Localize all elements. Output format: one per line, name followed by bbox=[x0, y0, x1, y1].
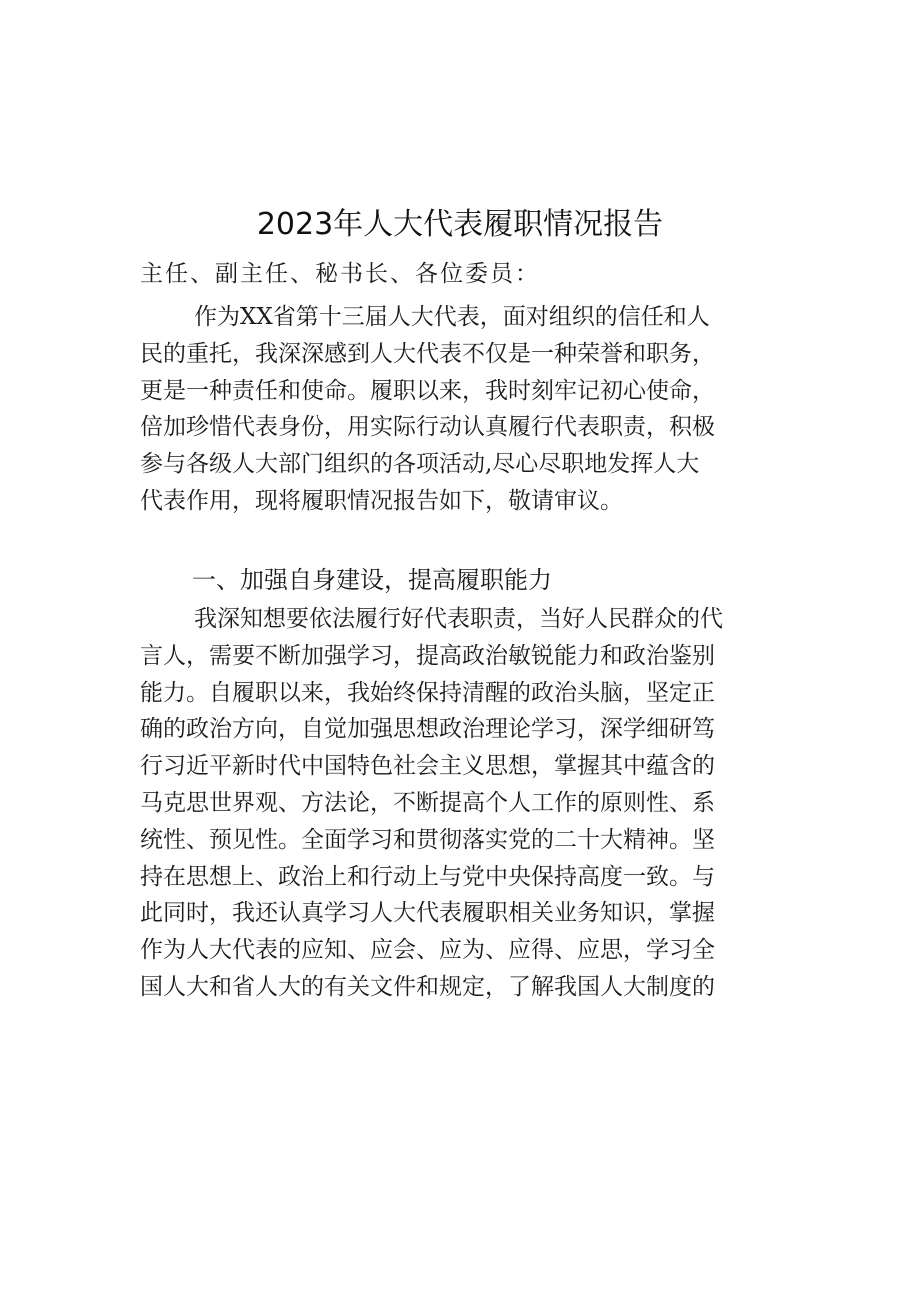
paragraph-line: 统性、预见性。全面学习和贯彻落实党的二十大精神。坚 bbox=[140, 826, 715, 853]
paragraph-line: 国人大和省人大的有关文件和规定，了解我国人大制度的 bbox=[140, 973, 715, 1000]
paragraph-intro bbox=[140, 299, 800, 520]
paragraph-line: 我深知想要依法履行好代表职责，当好人民群众的代 bbox=[194, 606, 723, 632]
paragraph-line: 作为XX省第十三届人大代表，面对组织的信任和人 bbox=[194, 304, 710, 330]
paragraph-line: 倍加珍惜代表身份，用实际行动认真履行代表职责，积极 bbox=[140, 414, 715, 441]
document-title: 2023年人大代表履职情况报告 bbox=[256, 207, 664, 242]
paragraph-line: 此同时，我还认真学习人大代表履职相关业务知识，掌握 bbox=[140, 900, 715, 927]
paragraph-line: 能力。自履职以来，我始终保持清醒的政治头脑，坚定正 bbox=[140, 679, 715, 706]
section-heading: 一、加强自身建设，提高履职能力 bbox=[192, 566, 552, 594]
paragraph-line: 言人，需要不断加强学习，提高政治敏锐能力和政治鉴别 bbox=[140, 642, 715, 669]
paragraph-line: 民的重托，我深深感到人大代表不仅是一种荣誉和职务， bbox=[140, 340, 715, 367]
paragraph-line: 代表作用，现将履职情况报告如下，敬请审议。 bbox=[140, 487, 623, 514]
paragraph-line: 马克思世界观、方法论，不断提高个人工作的原则性、系 bbox=[140, 789, 715, 816]
paragraph-line: 作为人大代表的应知、应会、应为、应得、应思，学习全 bbox=[140, 937, 715, 964]
paragraph-section1 bbox=[140, 601, 800, 1006]
paragraph-line: 确的政治方向，自觉加强思想政治理论学习，深学细研笃 bbox=[140, 716, 715, 743]
salutation: 主任、副主任、秘书长、各位委员： bbox=[140, 261, 540, 287]
paragraph-line: 行习近平新时代中国特色社会主义思想，掌握其中蕴含的 bbox=[140, 753, 715, 780]
paragraph-line: 参与各级人大部门组织的各项活动,尽心尽职地发挥人大 bbox=[140, 451, 700, 478]
paragraph-line: 持在思想上、政治上和行动上与党中央保持高度一致。与 bbox=[140, 863, 715, 890]
paragraph-line: 更是一种责任和使命。履职以来，我时刻牢记初心使命， bbox=[140, 377, 715, 404]
